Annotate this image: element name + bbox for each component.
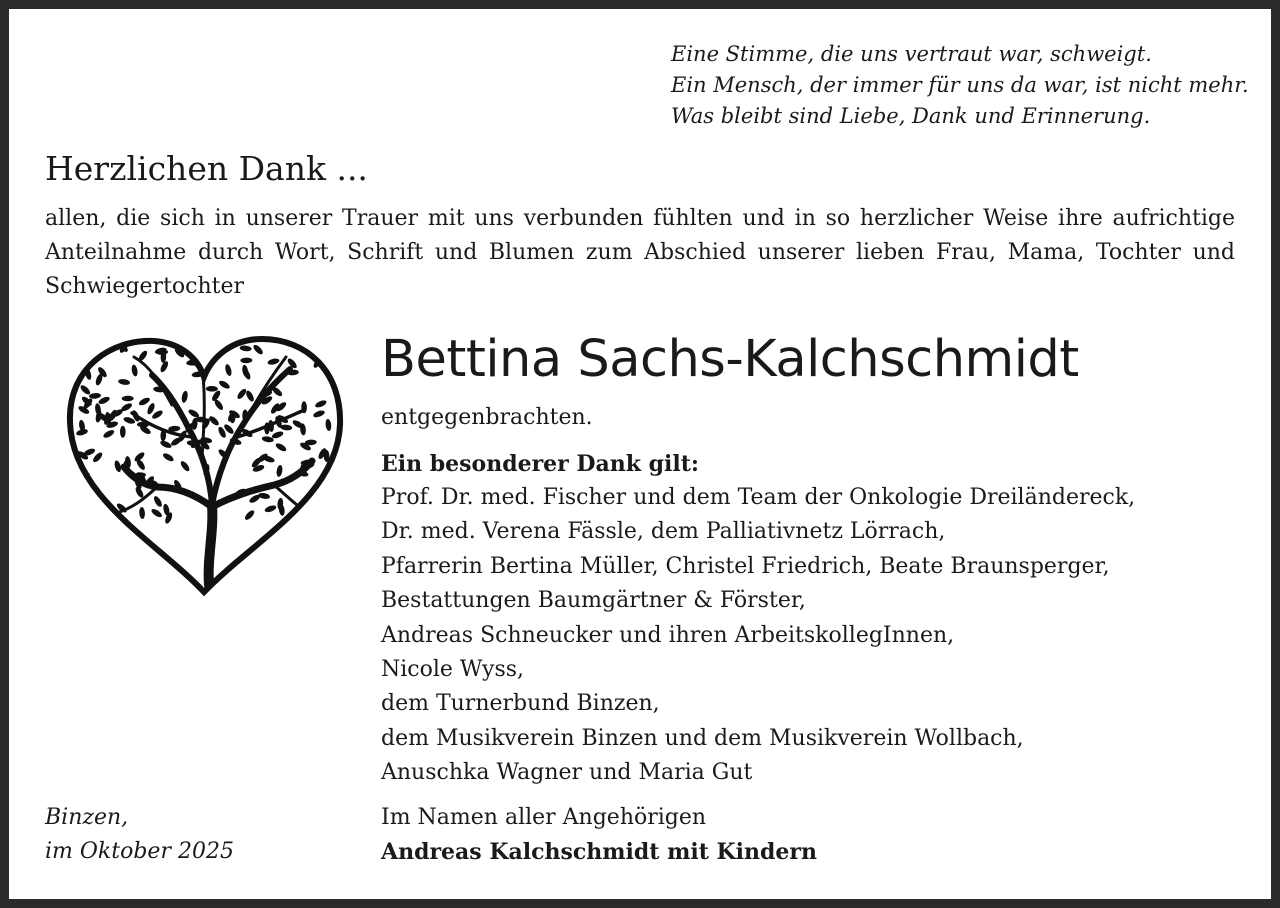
leaf-shape [120, 426, 126, 438]
signature-intro: Im Namen aller Angehörigen [381, 805, 707, 830]
intro-text: allen, die sich in unserer Trauer mit uns verbunden fühlten und in so herzlicher Weise ihre aufrichtige Anteilnahme durch Wort, Schrift und Blumen zum Abschied unserer lieben Frau, Mama, Tochter und Schwiegertochter [45, 206, 1235, 299]
after-name-text: entgegenbrachten. [381, 405, 593, 430]
signature [381, 801, 817, 869]
poem-line: Was bleibt sind Liebe, Dank und Erinnerung. [671, 104, 1151, 128]
leaf-shape [328, 490, 334, 502]
thanks-item: Bestattungen Baumgärtner & Förster, [381, 588, 806, 614]
signature-name: Andreas Kalchschmidt mit Kindern [381, 839, 817, 865]
place-line: Binzen, [45, 805, 129, 830]
poem [671, 39, 1249, 132]
leaf-shape [99, 503, 106, 515]
poem-line: Eine Stimme, die uns vertraut war, schweigt. [671, 42, 1152, 66]
thanks-item: Dr. med. Verena Fässle, dem Palliativnetz Lörrach, [381, 519, 946, 545]
heart-tree-icon [62, 327, 347, 597]
place-date [45, 801, 234, 869]
thanks-item: Pfarrerin Bertina Müller, Christel Friedrich, Beate Braunsperger, [381, 553, 1110, 579]
headline: Herzlichen Dank ... [45, 149, 368, 188]
poem-line: Ein Mensch, der immer für uns da war, ist nicht mehr. [671, 73, 1249, 97]
leaf-shape [94, 513, 107, 522]
leaf-shape [318, 503, 330, 516]
thanks-item: Anuschka Wagner und Maria Gut [381, 760, 753, 786]
leaf-shape [320, 497, 327, 510]
thanks-item: Nicole Wyss, [381, 657, 525, 683]
thanks-item: Andreas Schneucker und ihren ArbeitskollegInnen, [381, 622, 955, 648]
thanks-item: Prof. Dr. med. Fischer und dem Team der Onkologie Dreiländereck, [381, 485, 1136, 510]
leaf-shape [88, 507, 101, 515]
leaf-shape [317, 497, 330, 508]
deceased-name: Bettina Sachs-Kalchschmidt [381, 330, 1079, 389]
obituary-card [9, 9, 1271, 899]
leaf-shape [82, 345, 89, 358]
leaf-shape [199, 347, 212, 357]
thanks-item: dem Musikverein Binzen und dem Musikverein Wollbach, [381, 725, 1024, 751]
special-thanks-list [381, 481, 1135, 791]
thanks-item: dem Turnerbund Binzen, [381, 691, 660, 717]
special-thanks-title: Ein besonderer Dank gilt: [381, 451, 700, 477]
date-line: im Oktober 2025 [45, 839, 234, 864]
